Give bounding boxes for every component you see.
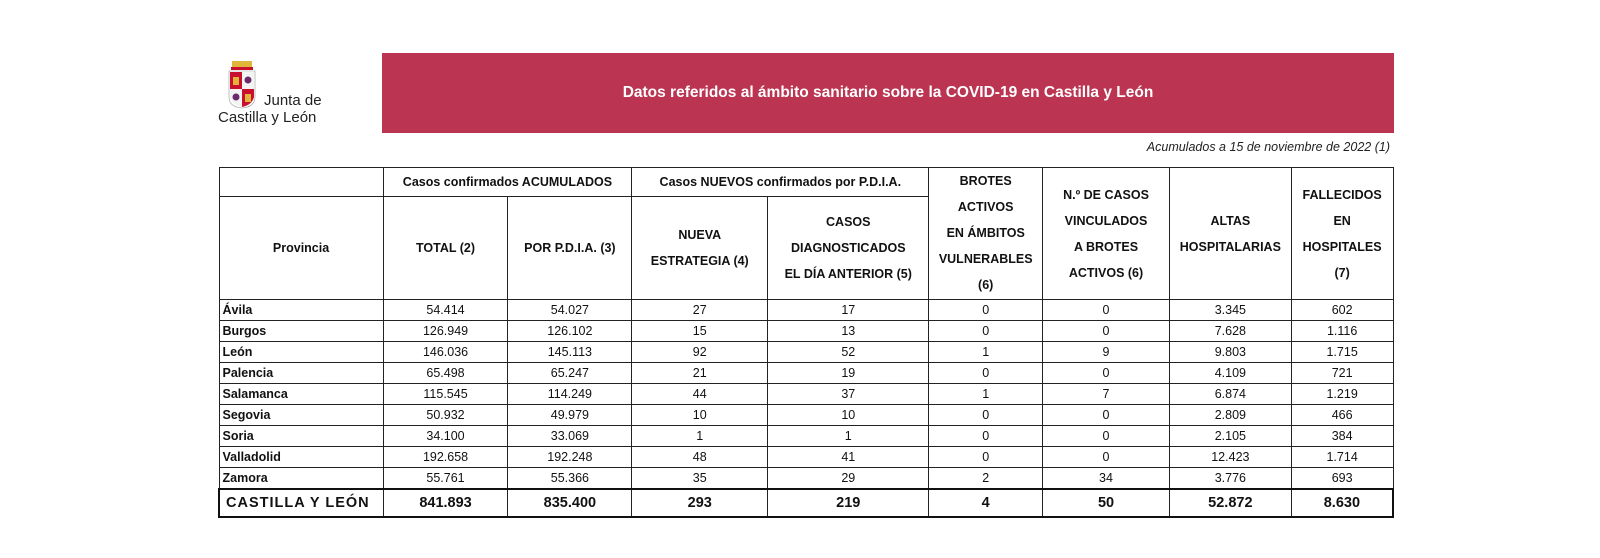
cell-brotes: 0 (929, 363, 1043, 384)
total-altas: 52.872 (1169, 489, 1291, 517)
cell-diag: 19 (768, 363, 929, 384)
cell-pdia: 192.248 (508, 447, 632, 468)
header-fallecidos-line: FALLECIDOS (1302, 187, 1382, 202)
header-altas (1169, 168, 1291, 300)
total-row (219, 489, 1393, 517)
cell-fallecidos: 1.715 (1291, 342, 1393, 363)
cell-pdia: 114.249 (508, 384, 632, 405)
cell-fallecidos: 466 (1291, 405, 1393, 426)
table-row (219, 321, 1393, 342)
table-body (219, 300, 1393, 490)
cell-fallecidos: 602 (1291, 300, 1393, 321)
cell-total: 65.498 (383, 363, 508, 384)
header-vinculados (1043, 168, 1170, 300)
header-nueva-estrategia (632, 197, 768, 300)
cell-vinc: 0 (1043, 300, 1170, 321)
cell-provincia: Soria (219, 426, 383, 447)
total-vinculados: 50 (1043, 489, 1170, 517)
logo-line-1: Junta de (264, 92, 322, 109)
cell-nueva: 10 (632, 405, 768, 426)
table-row (219, 426, 1393, 447)
total-diag: 219 (768, 489, 929, 517)
header-altas-line: ALTAS (1210, 213, 1251, 228)
cell-vinc: 9 (1043, 342, 1170, 363)
cell-fallecidos: 384 (1291, 426, 1393, 447)
header-brotes-line: EN ÁMBITOS (946, 226, 1025, 240)
group-header-nuevos: Casos NUEVOS confirmados por P.D.I.A. (632, 168, 929, 197)
header-altas-line: HOSPITALARIAS (1179, 239, 1281, 254)
cell-pdia: 126.102 (508, 321, 632, 342)
cell-altas: 3.776 (1169, 468, 1291, 490)
cell-provincia: León (219, 342, 383, 363)
header-blank (219, 168, 383, 197)
cell-fallecidos: 1.219 (1291, 384, 1393, 405)
cell-provincia: Salamanca (219, 384, 383, 405)
header-casos-diagnosticados (768, 197, 929, 300)
cell-nueva: 35 (632, 468, 768, 490)
header-vinculados-line: N.º DE CASOS (1063, 187, 1149, 202)
header-vinculados-line: ACTIVOS (6) (1068, 265, 1144, 280)
header-por-pdia: POR P.D.I.A. (3) (508, 197, 632, 300)
header-vinculados-line: VINCULADOS (1064, 213, 1148, 228)
coat-of-arms-icon (226, 61, 258, 109)
header-vinculados-line: A BROTES (1073, 239, 1139, 254)
cell-provincia: Segovia (219, 405, 383, 426)
cell-brotes: 0 (929, 405, 1043, 426)
cell-total: 34.100 (383, 426, 508, 447)
cell-fallecidos: 693 (1291, 468, 1393, 490)
cell-provincia: Valladolid (219, 447, 383, 468)
cell-vinc: 0 (1043, 363, 1170, 384)
cell-diag: 13 (768, 321, 929, 342)
header-brotes (929, 168, 1043, 300)
date-note: Acumulados a 15 de noviembre de 2022 (1) (1146, 140, 1390, 154)
cell-total: 50.932 (383, 405, 508, 426)
cell-diag: 37 (768, 384, 929, 405)
cell-pdia: 33.069 (508, 426, 632, 447)
cell-diag: 41 (768, 447, 929, 468)
cell-brotes: 0 (929, 300, 1043, 321)
header-brotes-line: ACTIVOS (957, 200, 1014, 214)
cell-diag: 1 (768, 426, 929, 447)
cell-fallecidos: 1.116 (1291, 321, 1393, 342)
table-row (219, 363, 1393, 384)
header-fallecidos (1291, 168, 1393, 300)
cell-nueva: 1 (632, 426, 768, 447)
table-row (219, 342, 1393, 363)
cell-total: 55.761 (383, 468, 508, 490)
cell-pdia: 49.979 (508, 405, 632, 426)
header-fallecidos-line: EN (1333, 213, 1351, 228)
cell-provincia: Ávila (219, 300, 383, 321)
cell-brotes: 1 (929, 342, 1043, 363)
cell-total: 54.414 (383, 300, 508, 321)
junta-logo (218, 58, 343, 130)
cell-nueva: 48 (632, 447, 768, 468)
cell-brotes: 1 (929, 384, 1043, 405)
total-brotes: 4 (929, 489, 1043, 517)
header-total: TOTAL (2) (383, 197, 508, 300)
header-diag-line: EL DÍA ANTERIOR (5) (784, 267, 912, 281)
total-nueva: 293 (632, 489, 768, 517)
table-row (219, 405, 1393, 426)
header-nueva-line: ESTRATEGIA (4) (650, 254, 749, 268)
cell-total: 115.545 (383, 384, 508, 405)
banner-title: Datos referidos al ámbito sanitario sobre la COVID-19 en Castilla y León (622, 84, 1154, 101)
total-total: 841.893 (383, 489, 508, 517)
cell-nueva: 44 (632, 384, 768, 405)
cell-vinc: 34 (1043, 468, 1170, 490)
cell-total: 146.036 (383, 342, 508, 363)
cell-altas: 4.109 (1169, 363, 1291, 384)
header-fallecidos-line: (7) (1334, 265, 1350, 280)
cell-altas: 6.874 (1169, 384, 1291, 405)
cell-nueva: 21 (632, 363, 768, 384)
cell-pdia: 55.366 (508, 468, 632, 490)
cell-diag: 10 (768, 405, 929, 426)
cell-total: 126.949 (383, 321, 508, 342)
title-banner (382, 53, 1394, 133)
cell-brotes: 0 (929, 426, 1043, 447)
cell-nueva: 27 (632, 300, 768, 321)
table-row (219, 300, 1393, 321)
cell-altas: 9.803 (1169, 342, 1291, 363)
cell-pdia: 65.247 (508, 363, 632, 384)
cell-vinc: 0 (1043, 321, 1170, 342)
cell-nueva: 92 (632, 342, 768, 363)
cell-brotes: 0 (929, 321, 1043, 342)
cell-vinc: 0 (1043, 405, 1170, 426)
cell-brotes: 2 (929, 468, 1043, 490)
total-pdia: 835.400 (508, 489, 632, 517)
table-row (219, 447, 1393, 468)
cell-nueva: 15 (632, 321, 768, 342)
table-row (219, 384, 1393, 405)
header-provincia: Provincia (219, 197, 383, 300)
header-brotes-line: VULNERABLES (938, 252, 1033, 266)
cell-altas: 12.423 (1169, 447, 1291, 468)
cell-diag: 29 (768, 468, 929, 490)
cell-provincia: Burgos (219, 321, 383, 342)
cell-diag: 17 (768, 300, 929, 321)
cell-total: 192.658 (383, 447, 508, 468)
total-provincia: CASTILLA Y LEÓN (219, 489, 383, 517)
cell-provincia: Palencia (219, 363, 383, 384)
table-row (219, 468, 1393, 490)
cell-altas: 3.345 (1169, 300, 1291, 321)
cell-diag: 52 (768, 342, 929, 363)
cell-fallecidos: 1.714 (1291, 447, 1393, 468)
cell-pdia: 54.027 (508, 300, 632, 321)
cell-altas: 2.105 (1169, 426, 1291, 447)
covid-data-table (218, 167, 1394, 518)
cell-fallecidos: 721 (1291, 363, 1393, 384)
cell-altas: 7.628 (1169, 321, 1291, 342)
header-diag-line: DIAGNOSTICADOS (790, 241, 906, 255)
header-brotes-line: (6) (978, 278, 994, 292)
cell-brotes: 0 (929, 447, 1043, 468)
header-diag-line: CASOS (826, 215, 871, 229)
group-header-acumulados: Casos confirmados ACUMULADOS (383, 168, 632, 197)
header-fallecidos-line: HOSPITALES (1302, 239, 1382, 254)
cell-altas: 2.809 (1169, 405, 1291, 426)
cell-vinc: 7 (1043, 384, 1170, 405)
cell-vinc: 0 (1043, 447, 1170, 468)
cell-provincia: Zamora (219, 468, 383, 490)
cell-vinc: 0 (1043, 426, 1170, 447)
logo-line-2: Castilla y León (218, 109, 317, 126)
header-brotes-line: BROTES (959, 174, 1012, 188)
total-fallecidos: 8.630 (1291, 489, 1393, 517)
cell-pdia: 145.113 (508, 342, 632, 363)
header-nueva-line: NUEVA (678, 228, 722, 242)
